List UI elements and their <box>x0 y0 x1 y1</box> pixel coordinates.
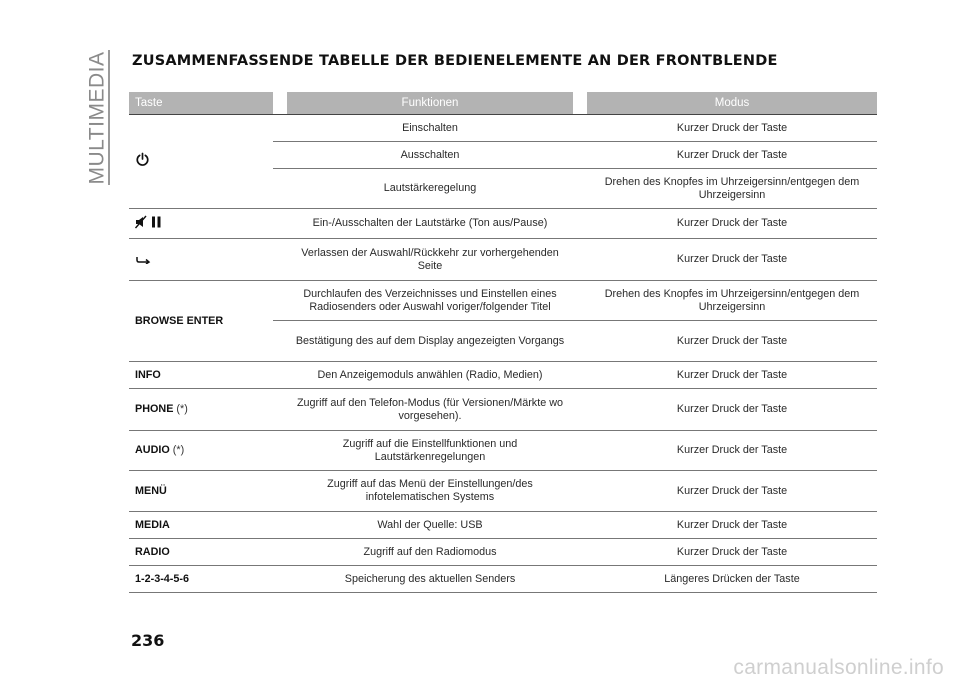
controls-table <box>129 92 877 593</box>
table-row <box>129 566 877 593</box>
table-row <box>129 209 877 239</box>
mode-cell: Drehen des Knopfes im Uhrzeigersinn/entgegen dem Uhrzeigersinn <box>604 287 860 313</box>
table-row <box>129 281 877 321</box>
table-row <box>129 431 877 471</box>
mode-cell: Kurzer Druck der Taste <box>676 217 788 229</box>
key-cell: MENÜ <box>135 484 167 497</box>
table-row <box>129 471 877 512</box>
mode-cell: Kurzer Druck der Taste <box>676 518 788 531</box>
mode-cell: Kurzer Druck der Taste <box>676 368 788 381</box>
mode-cell: Längeres Drücken der Taste <box>664 572 800 585</box>
page-title: ZUSAMMENFASSENDE TABELLE DER BEDIENELEMENTE AN DER FRONTBLENDE <box>132 53 778 69</box>
key-cell-mute <box>129 209 273 239</box>
section-label <box>84 48 110 188</box>
header-modus: Modus <box>587 92 877 115</box>
function-cell: Verlassen der Auswahl/Rückkehr zur vorhergehenden Seite <box>301 246 559 272</box>
key-cell: MEDIA <box>135 518 170 531</box>
function-cell: Bestätigung des auf dem Display angezeigten Vorgangs <box>295 334 565 347</box>
function-cell: Ausschalten <box>400 148 460 161</box>
table-row <box>129 115 877 142</box>
section-divider <box>108 50 110 185</box>
header-funktionen: Funktionen <box>287 92 573 115</box>
mode-cell: Kurzer Druck der Taste <box>676 484 788 497</box>
table-row <box>129 239 877 281</box>
table-row <box>129 512 877 539</box>
function-cell: Zugriff auf das Menü der Einstellungen/des infotelematischen Systems <box>327 478 533 503</box>
header-gap <box>573 92 587 115</box>
mode-cell: Kurzer Druck der Taste <box>676 121 788 134</box>
function-cell: Speicherung des aktuellen Senders <box>344 572 516 585</box>
mode-cell: Drehen des Knopfes im Uhrzeigersinn/entgegen dem Uhrzeigersinn <box>604 175 860 201</box>
key-cell: INFO <box>135 368 161 381</box>
function-cell: Ein-/Ausschalten der Lautstärke (Ton aus/Pause) <box>312 217 548 229</box>
mode-cell: Kurzer Druck der Taste <box>676 545 788 558</box>
key-cell: RADIO <box>135 545 170 558</box>
power-icon <box>135 152 150 171</box>
function-cell: Zugriff auf den Radiomodus <box>363 545 497 558</box>
footnote-marker: (*) <box>176 403 188 415</box>
mode-cell: Kurzer Druck der Taste <box>676 334 788 347</box>
page-number: 236 <box>131 631 165 650</box>
mode-cell: Kurzer Druck der Taste <box>676 403 788 415</box>
footnote-marker: (*) <box>172 444 185 456</box>
key-cell-power <box>129 115 273 209</box>
mute-pause-icon <box>135 215 163 233</box>
watermark: carmanualsonline.info <box>733 656 944 679</box>
table-row <box>129 539 877 566</box>
key-label: AUDIO <box>135 444 170 456</box>
key-cell <box>129 431 273 471</box>
key-cell: 1-2-3-4-5-6 <box>135 572 190 585</box>
function-cell: Einschalten <box>402 121 458 134</box>
table-row <box>129 362 877 389</box>
key-cell-back <box>129 239 273 281</box>
function-cell: Den Anzeigemoduls anwählen (Radio, Medien) <box>317 368 543 381</box>
function-cell: Durchlaufen des Verzeichnisses und Einstellen eines Radiosenders oder Auswahl voriger/folgender Titel <box>303 287 557 313</box>
table-row <box>129 389 877 431</box>
function-cell: Lautstärkeregelung <box>383 182 477 194</box>
section-label-text: MULTIMEDIA <box>85 51 109 185</box>
back-icon <box>135 252 151 268</box>
table-header-row <box>129 92 877 115</box>
header-gap <box>273 92 287 115</box>
function-cell: Wahl der Quelle: USB <box>377 518 483 531</box>
header-taste: Taste <box>129 92 273 115</box>
mode-cell: Kurzer Druck der Taste <box>676 444 788 456</box>
key-cell <box>129 389 273 431</box>
key-cell: BROWSE ENTER <box>135 314 224 327</box>
function-cell: Zugriff auf den Telefon-Modus (für Versionen/Märkte wo vorgesehen). <box>296 396 564 422</box>
key-label: PHONE <box>135 403 174 415</box>
function-cell: Zugriff auf die Einstellfunktionen und Lautstärkenregelungen <box>342 437 518 463</box>
mode-cell: Kurzer Druck der Taste <box>676 148 788 161</box>
mode-cell: Kurzer Druck der Taste <box>676 253 788 265</box>
